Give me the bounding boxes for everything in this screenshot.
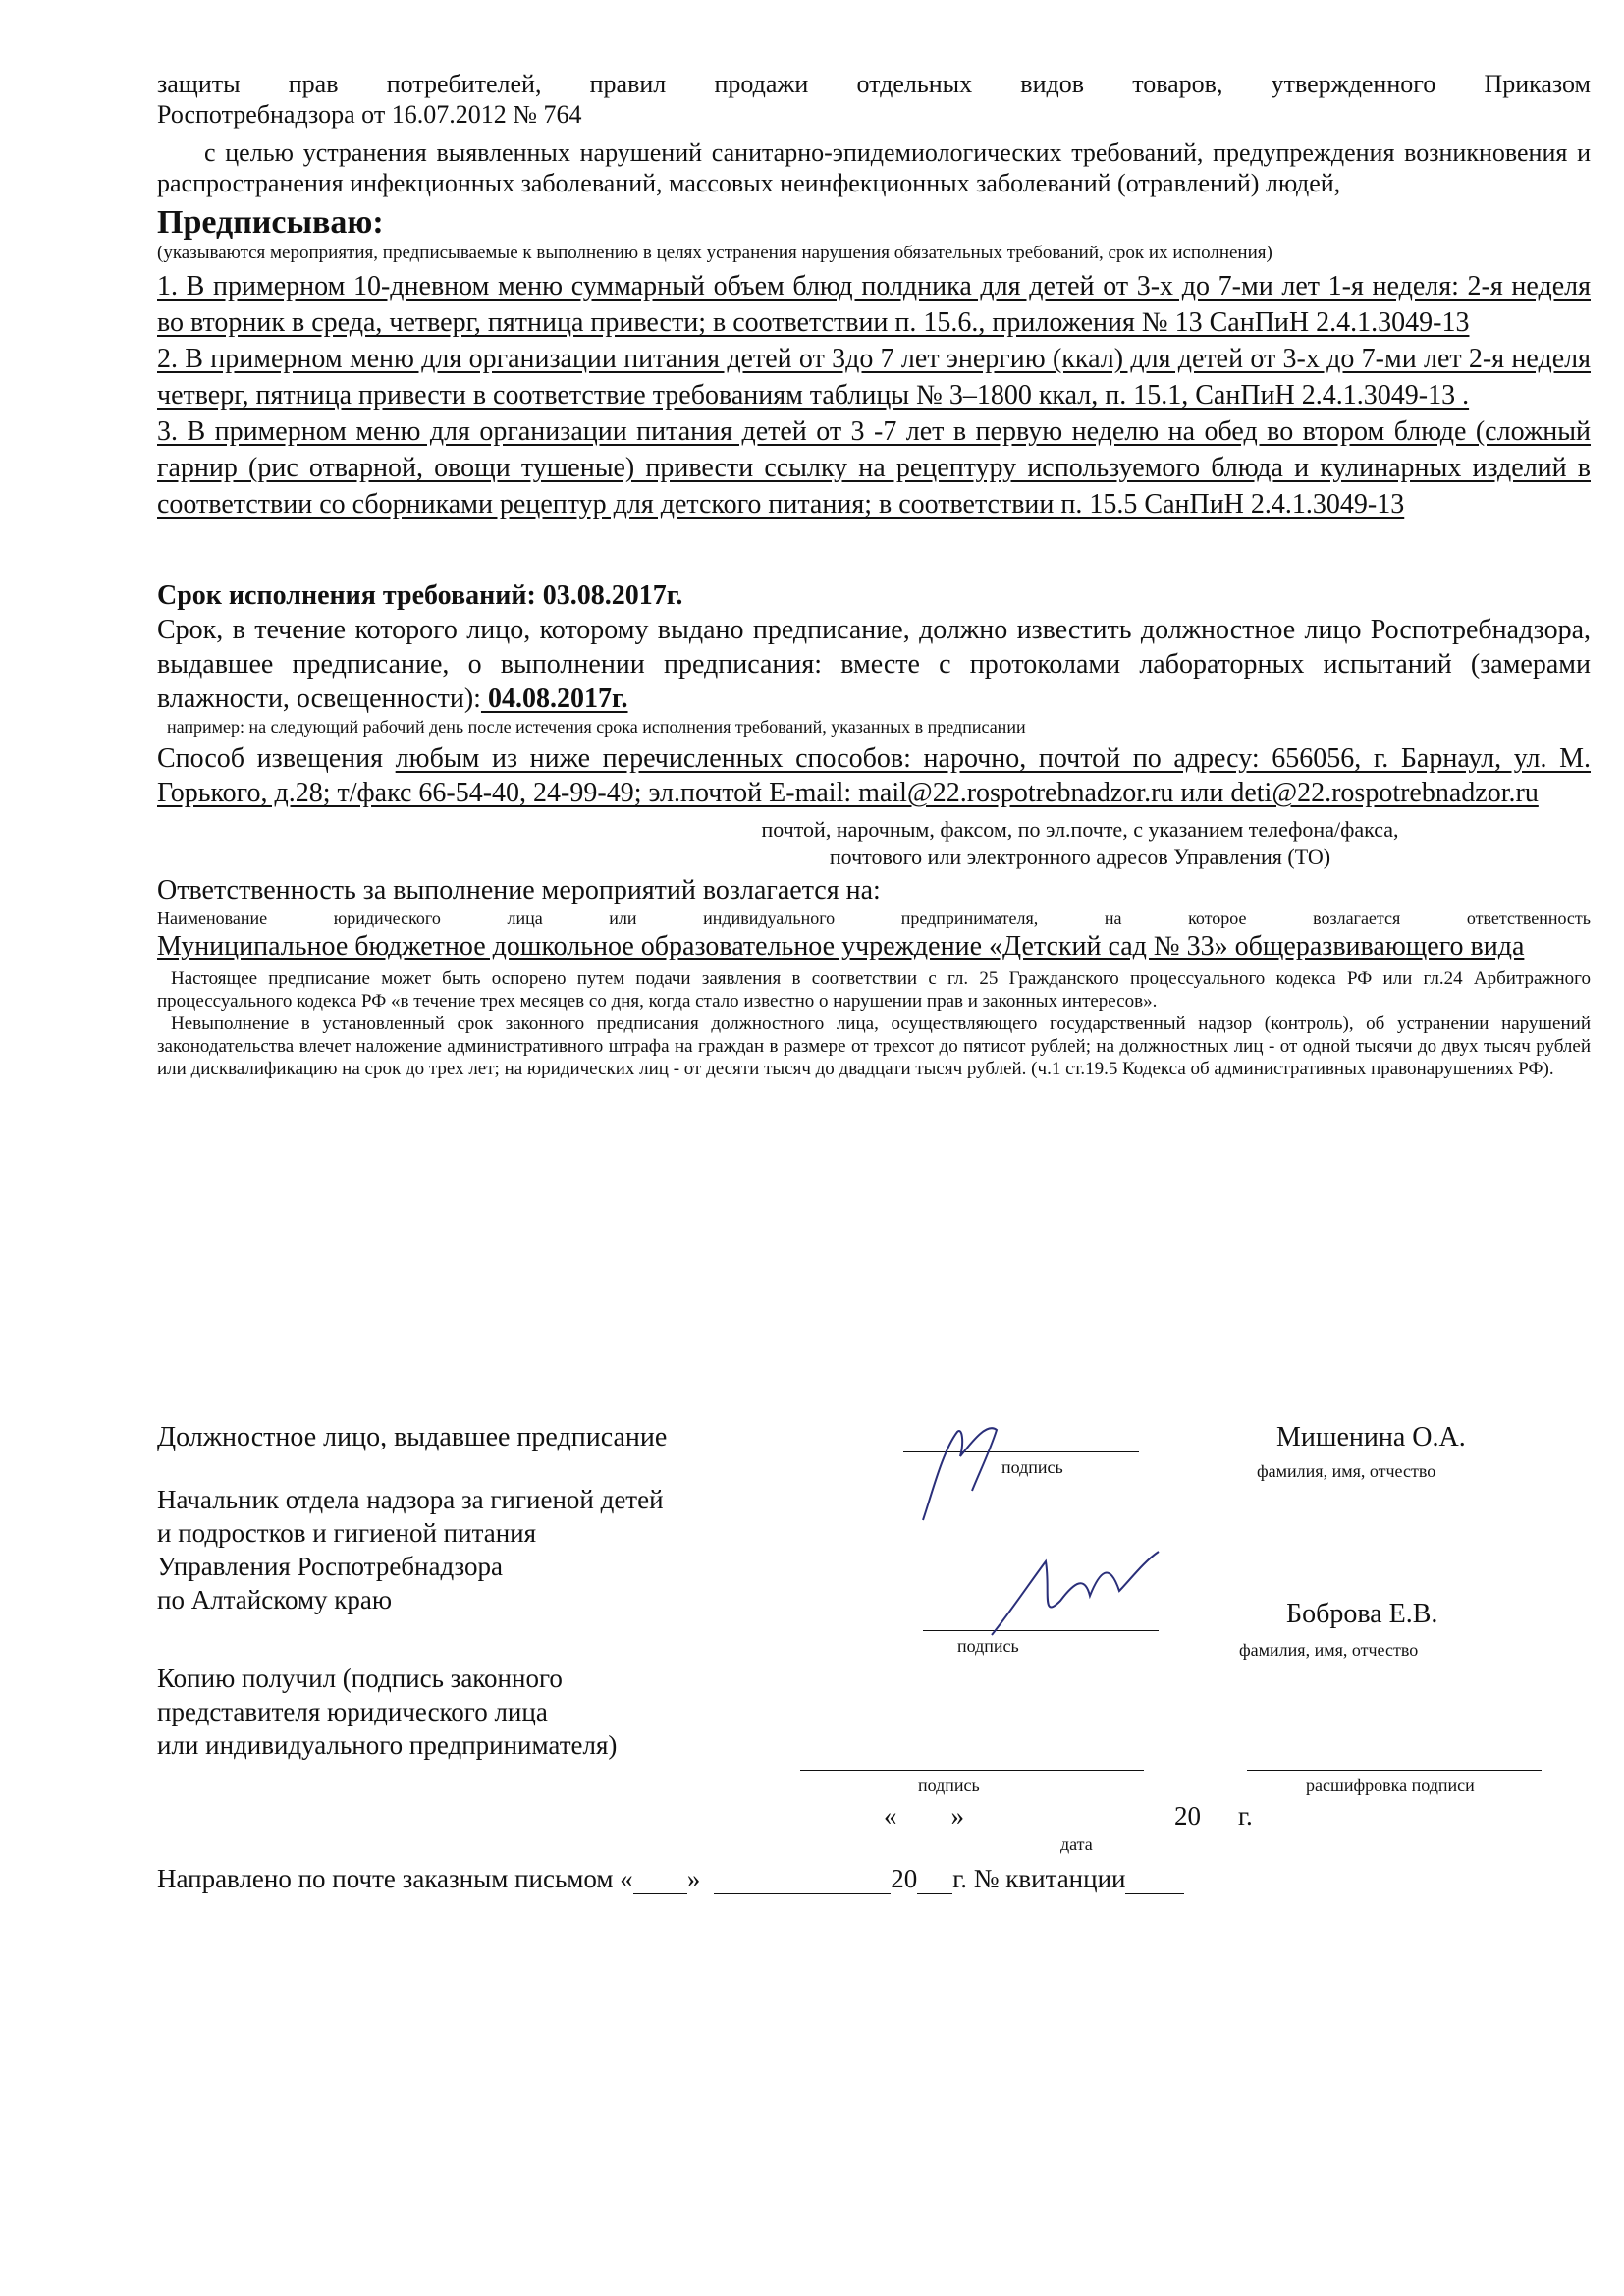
official-name-label: фамилия, имя, отчество bbox=[1257, 1461, 1436, 1481]
head-line-4: по Алтайскому краю bbox=[157, 1585, 393, 1614]
method-label: Способ извещения bbox=[157, 743, 396, 774]
document-page bbox=[157, 69, 1591, 1080]
legal-appeal: Настоящее предписание может быть оспорено путем подачи заявления в соответствии с гл. 25 Гражданского процессуального кодекса РФ или гл.24 Арбитражного процессуального кодекса РФ «в течение трех месяцев со дня, когда стало известно о нарушении прав и законных интересов». bbox=[157, 968, 1591, 1011]
copy-year-suffix: г. bbox=[1238, 1801, 1253, 1831]
heading-note: (указываются мероприятия, предписываемые к выполнению в целях устранения нарушения обязательных требований, срок их исполнения) bbox=[157, 243, 1272, 263]
copy-date-label: дата bbox=[1060, 1834, 1093, 1854]
notify-text: Срок, в течение которого лицо, которому выдано предписание, должно известить должностное лицо Роспотребнадзора, выдавшее предписание, о выполнении предписания: вместе с протоколами лабораторных испытаний (замерами влажности, освещенности): bbox=[157, 615, 1591, 714]
head-name: Боброва Е.В. bbox=[1286, 1599, 1438, 1629]
responsibility-sublabel: Наименование юридического лица или индивидуального предпринимателя, на которое возлагается ответственность bbox=[157, 908, 1591, 928]
copy-year: 20 bbox=[1174, 1801, 1201, 1831]
intro-purpose: с целью устранения выявленных нарушений санитарно-эпидемиологических требований, предупреждения возникновения и распространения инфекционных заболеваний, массовых неинфекционных заболеваний (отравлений) людей, bbox=[157, 138, 1591, 197]
legal-penalty: Невыполнение в установленный срок законного предписания должностного лица, осуществляющего государственный надзор (контроль), об устранении нарушений законодательства влечет наложение административного штрафа на граждан в размере от трехсот до пятисот рублей; на должностных лиц - от одной тысячи до двух тысяч рублей или дисквалификацию на срок до трех лет; на юридических лиц - от десяти тысяч до двадцати тысяч рублей. (ч.1 ст.19.5 Кодекса об административных правонарушениях РФ). bbox=[157, 1013, 1591, 1079]
official-signature-label: подпись bbox=[1001, 1457, 1063, 1477]
copy-month-blank bbox=[978, 1807, 1174, 1831]
head-position bbox=[157, 1483, 664, 1616]
copy-date-close: » bbox=[950, 1801, 964, 1831]
copy-line-2: представителя юридического лица bbox=[157, 1697, 548, 1726]
copy-line-3: или индивидуального предпринимателя) bbox=[157, 1730, 618, 1760]
official-label: Должностное лицо, выдавшее предписание bbox=[157, 1422, 668, 1452]
notify-paragraph bbox=[157, 613, 1591, 716]
notify-example: например: на следующий рабочий день после истечения срока исполнения требований, указанных в предписании bbox=[167, 717, 1026, 737]
head-signature-label: подпись bbox=[957, 1636, 1019, 1656]
mail-text-1: Направлено по почте заказным письмом « bbox=[157, 1864, 633, 1893]
copy-line-1: Копию получил (подпись законного bbox=[157, 1664, 563, 1693]
head-line-1: Начальник отдела надзора за гигиеной детей bbox=[157, 1485, 664, 1514]
head-line-3: Управления Роспотребнадзора bbox=[157, 1552, 504, 1581]
copy-decode-line bbox=[1247, 1770, 1542, 1771]
method-hint-2: почтового или электронного адресов Управления (ТО) bbox=[829, 845, 1331, 869]
mail-text-3: г. № квитанции bbox=[952, 1864, 1126, 1893]
mail-row bbox=[157, 1864, 1184, 1894]
requirement-2: 2. В примерном меню для организации питания детей от 3до 7 лет энергию (ккал) для детей от 3-х до 7-ми лет 2-я неделя четверг, пятница привести в соответствие требованиям таблицы № 3–1800 ккал, п. 15.1, СанПиН 2.4.1.3049-13 . bbox=[157, 344, 1591, 410]
requirement-1: 1. В примерном 10-дневном меню суммарный объем блюд полдника для детей от 3-х до 7-ми лет 1-я неделя: 2-я неделя во вторник в среда, четверг, пятница привести; в соответствии п. 15.6., приложения № 13 СанПиН 2.4.1.3049-13 bbox=[157, 271, 1591, 338]
copy-day-blank bbox=[897, 1807, 951, 1831]
copy-date-row bbox=[884, 1801, 1253, 1831]
head-signature-mark bbox=[972, 1542, 1198, 1650]
head-line-2: и подростков и гигиеной питания bbox=[157, 1518, 537, 1548]
copy-received bbox=[157, 1662, 617, 1762]
requirement-3: 3. В примерном меню для организации питания детей от 3 -7 лет в первую неделю на обед во втором блюде (сложный гарнир (рис отварной, овощи тушеные) привести ссылку на рецептуру используемого блюда и кулинарных изделий в соответствии со сборниками рецептур для детского питания; в соответствии п. 15.5 СанПиН 2.4.1.3049-13 bbox=[157, 416, 1591, 519]
mail-year: 20 bbox=[891, 1864, 918, 1893]
mail-year-blank bbox=[917, 1870, 952, 1894]
deadline: Срок исполнения требований: 03.08.2017г. bbox=[157, 580, 683, 611]
copy-signature-line bbox=[800, 1770, 1144, 1771]
responsible-entity: Муниципальное бюджетное дошкольное образовательное учреждение «Детский сад № 33» общеразвивающего вида bbox=[157, 931, 1525, 961]
copy-date-open: « bbox=[884, 1801, 897, 1831]
method-value: любым из ниже перечисленных способов: нарочно, почтой по адресу: 656056, г. Барнаул, ул. М. Горького, д.28; т/факс 66-54-40, 24-99-49; эл.почтой E-mail: mail@22.rospotrebnadzor.ru или deti@22.rospotrebnadzor.ru bbox=[157, 743, 1591, 808]
method-paragraph bbox=[157, 741, 1591, 810]
copy-decode-label: расшифровка подписи bbox=[1306, 1776, 1475, 1795]
intro-line-1: защиты прав потребителей, правил продажи отдельных видов товаров, утвержденного Приказом bbox=[157, 70, 1591, 98]
head-name-label: фамилия, имя, отчество bbox=[1239, 1640, 1419, 1660]
mail-month-blank bbox=[714, 1870, 891, 1894]
copy-signature-label: подпись bbox=[918, 1776, 980, 1795]
copy-year-blank bbox=[1201, 1807, 1230, 1831]
mail-day-blank bbox=[633, 1870, 687, 1894]
responsibility-label: Ответственность за выполнение мероприятий возлагается на: bbox=[157, 875, 881, 905]
mail-receipt-blank bbox=[1125, 1870, 1184, 1894]
intro-line-2: Роспотребнадзора от 16.07.2012 № 764 bbox=[157, 100, 582, 129]
heading: Предписываю: bbox=[157, 204, 384, 241]
official-name: Мишенина О.А. bbox=[1276, 1422, 1466, 1452]
notify-date: 04.08.2017г. bbox=[480, 683, 628, 714]
mail-text-2: » bbox=[686, 1864, 701, 1893]
method-hint-1: почтой, нарочным, факсом, по эл.почте, с указанием телефона/факса, bbox=[761, 817, 1399, 842]
